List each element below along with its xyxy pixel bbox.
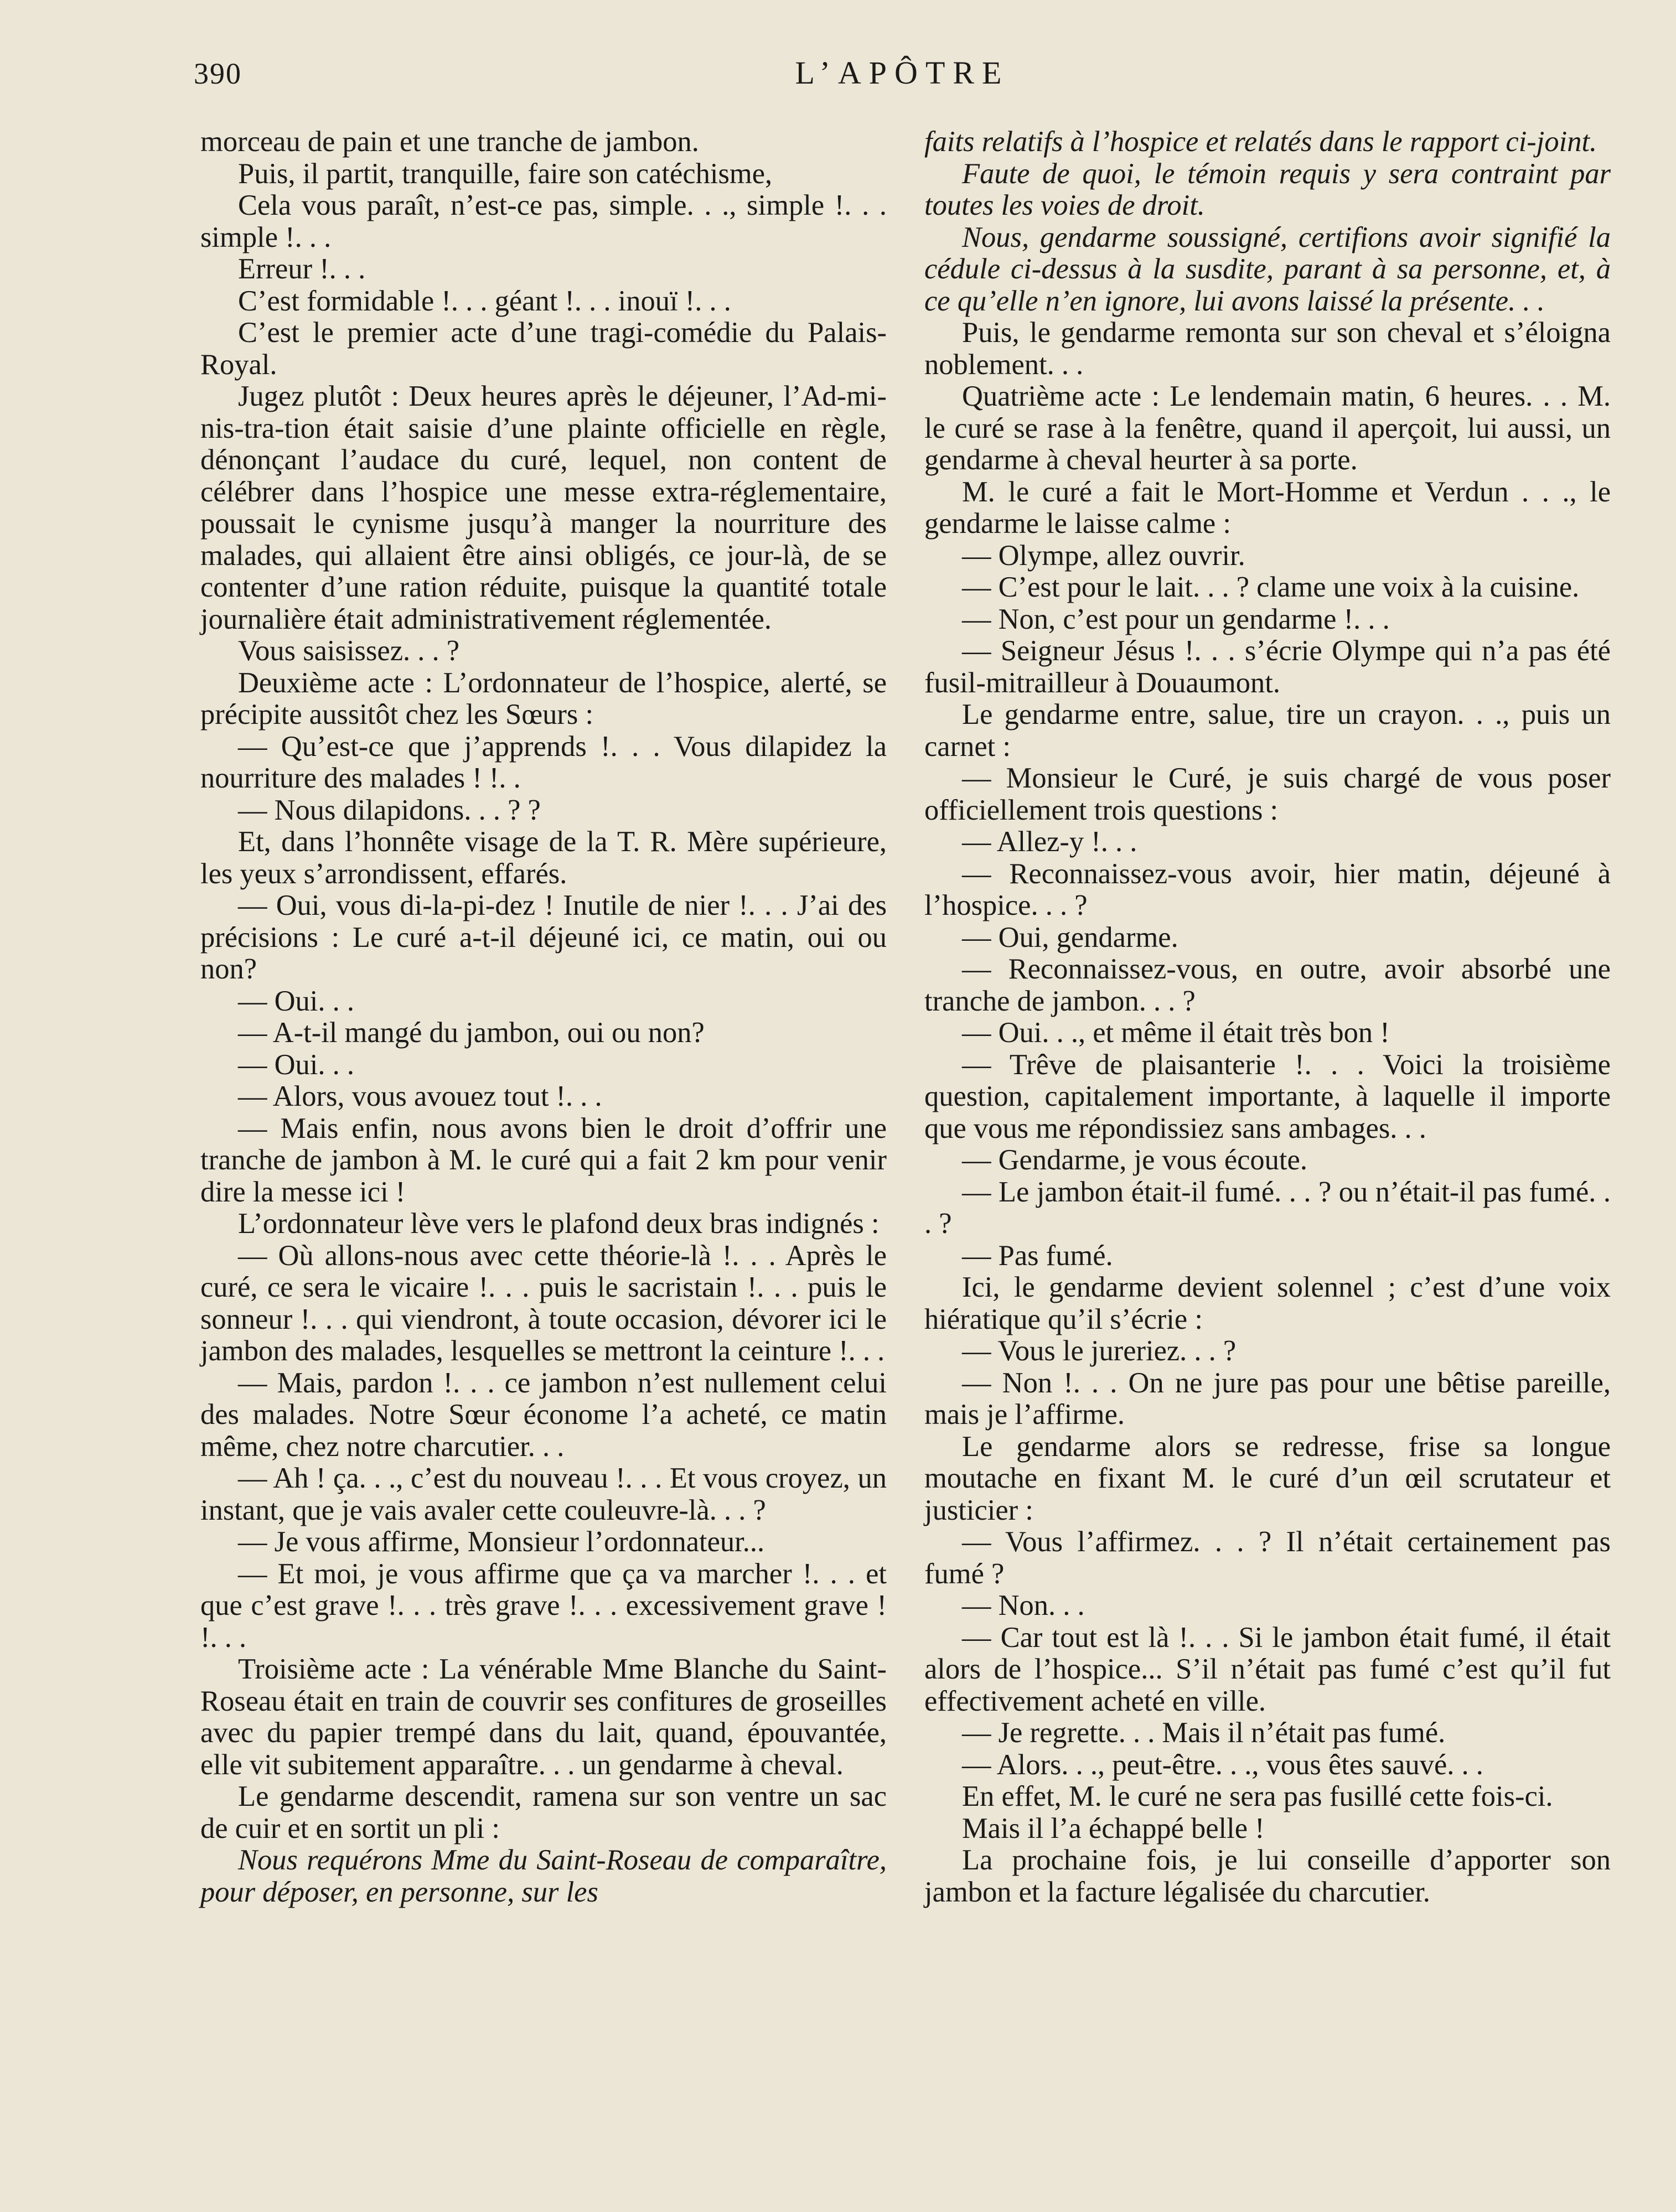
paragraph: Troisième acte : La vénérable Mme Blanche du Saint-Roseau était en train de couvrir ses confitures de groseilles avec du papier trempé dans du lait, quand, épouvantée, elle vit subitement apparaître. . . un gendarme à cheval. xyxy=(200,1653,887,1781)
paragraph: — Je regrette. . . Mais il n’était pas fumé. xyxy=(962,1717,1446,1749)
paragraph: En effet, M. le curé ne sera pas fusillé cette fois-ci. xyxy=(962,1780,1553,1812)
paragraph: Vous saisissez. . . ? xyxy=(238,635,460,667)
paragraph: — Monsieur le Curé, je suis chargé de vous poser officiellement trois questions : xyxy=(924,762,1611,826)
paragraph: Deuxième acte : L’ordonnateur de l’hospice, alerté, se précipite aussitôt chez les Sœurs : xyxy=(200,666,887,731)
paragraph: M. le curé a fait le Mort-Homme et Verdun . . ., le gendarme le laisse calme : xyxy=(924,475,1611,540)
paragraph: Nous, gendarme soussigné, certifions avoir signifié la cédule ci-dessus à la susdite, parant à sa personne, et, à ce qu’elle n’en ignore, lui avons laissé la présente. . . xyxy=(924,221,1611,317)
paragraph: Puis, le gendarme remonta sur son cheval et s’éloigna noblement. . . xyxy=(924,317,1611,381)
paragraph: — Alors. . ., peut-être. . ., vous êtes sauvé. . . xyxy=(962,1748,1483,1781)
paragraph: — Reconnaissez-vous, en outre, avoir absorbé une tranche de jambon. . . ? xyxy=(924,953,1611,1017)
page-number: 390 xyxy=(194,57,242,90)
paragraph: — Nous dilapidons. . . ? ? xyxy=(238,794,541,826)
paragraph: — Seigneur Jésus !. . . s’écrie Olympe qui n’a pas été fusil-mitrailleur à Douaumont. xyxy=(924,635,1611,699)
paragraph: Le gendarme alors se redresse, frise sa longue moutache en fixant M. le curé d’un œil scrutateur et justicier : xyxy=(924,1430,1611,1526)
paragraph: Erreur !. . . xyxy=(238,253,366,285)
paragraph: — Mais, pardon !. . . ce jambon n’est nullement celui des malades. Notre Sœur économe l’a acheté, ce matin même, chez notre charcutier. . . xyxy=(200,1366,887,1463)
right-column xyxy=(924,126,1611,1908)
paragraph: C’est le premier acte d’une tragi-comédie du Palais-Royal. xyxy=(200,317,887,381)
paragraph: Ici, le gendarme devient solennel ; c’est d’une voix hiératique qu’il s’écrie : xyxy=(924,1271,1611,1335)
paragraph: faits relatifs à l’hospice et relatés dans le rapport ci-joint. xyxy=(924,126,1597,158)
paragraph: Quatrième acte : Le lendemain matin, 6 heures. . . M. le curé se rase à la fenêtre, quand il aperçoit, lui aussi, un gendarme à cheval heurter à sa porte. xyxy=(924,380,1611,476)
paragraph: — Et moi, je vous affirme que ça va marcher !. . . et que c’est grave !. . . très grave !. . . excessivement grave ! !. . . xyxy=(200,1557,887,1654)
paragraph: — Gendarme, je vous écoute. xyxy=(962,1144,1307,1176)
paragraph: La prochaine fois, je lui conseille d’apporter son jambon et la facture légalisée du charcutier. xyxy=(924,1844,1611,1908)
paragraph: Le gendarme entre, salue, tire un crayon. . ., puis un carnet : xyxy=(924,698,1611,763)
paragraph: — Oui. . . xyxy=(238,1048,354,1081)
paragraph: — Olympe, allez ouvrir. xyxy=(962,539,1245,572)
paragraph: — Non, c’est pour un gendarme !. . . xyxy=(962,603,1390,635)
paragraph: Et, dans l’honnête visage de la T. R. Mère supérieure, les yeux s’arrondissent, effarés. xyxy=(200,826,887,890)
paragraph: — Oui. . ., et même il était très bon ! xyxy=(962,1017,1390,1049)
paragraph: — Oui, gendarme. xyxy=(962,921,1178,954)
paragraph: — Trêve de plaisanterie !. . . Voici la troisième question, capitalement importante, à laquelle il importe que vous me répondissiez sans ambages. . . xyxy=(924,1048,1611,1144)
paragraph: — Mais enfin, nous avons bien le droit d’offrir une tranche de jambon à M. le curé qui a fait 2 km pour venir dire la messe ici ! xyxy=(200,1112,887,1208)
paragraph: Faute de quoi, le témoin requis y sera contraint par toutes les voies de droit. xyxy=(924,157,1611,221)
paragraph: Mais il l’a échappé belle ! xyxy=(962,1812,1265,1845)
paragraph: L’ordonnateur lève vers le plafond deux bras indignés : xyxy=(238,1208,880,1240)
paragraph: — Oui. . . xyxy=(238,985,354,1017)
left-column xyxy=(200,126,887,1908)
paragraph: — C’est pour le lait. . . ? clame une voix à la cuisine. xyxy=(962,571,1580,603)
paragraph: — A-t-il mangé du jambon, oui ou non? xyxy=(238,1017,705,1049)
page-header xyxy=(194,51,1611,95)
paragraph: — Reconnaissez-vous avoir, hier matin, déjeuné à l’hospice. . . ? xyxy=(924,857,1611,921)
paragraph: — Le jambon était-il fumé. . . ? ou n’était-il pas fumé. . . ? xyxy=(924,1175,1611,1240)
paragraph: morceau de pain et une tranche de jambon. xyxy=(200,126,699,158)
paragraph: Puis, il partit, tranquille, faire son catéchisme, xyxy=(238,157,773,190)
paragraph: — Alors, vous avouez tout !. . . xyxy=(238,1080,602,1112)
paragraph: — Ah ! ça. . ., c’est du nouveau !. . . Et vous croyez, un instant, que je vais avaler cette couleuvre-là. . . ? xyxy=(200,1462,887,1526)
paragraph: C’est formidable !. . . géant !. . . inouï !. . . xyxy=(238,284,731,317)
running-title: L’APÔTRE xyxy=(795,55,1010,91)
paragraph: — Vous le jureriez. . . ? xyxy=(962,1335,1237,1367)
paragraph: — Je vous affirme, Monsieur l’ordonnateur... xyxy=(238,1526,765,1558)
paragraph: — Vous l’affirmez. . . ? Il n’était certainement pas fumé ? xyxy=(924,1526,1611,1590)
paragraph: — Pas fumé. xyxy=(962,1239,1113,1272)
paragraph: — Allez-y !. . . xyxy=(962,826,1137,858)
paragraph: Cela vous paraît, n’est-ce pas, simple. . ., simple !. . . simple !. . . xyxy=(200,189,887,253)
paragraph: — Non. . . xyxy=(962,1589,1085,1622)
paragraph: Nous requérons Mme du Saint-Roseau de comparaître, pour déposer, en personne, sur les xyxy=(200,1844,887,1908)
paragraph: — Car tout est là !. . . Si le jambon était fumé, il était alors de l’hospice... S’il n’était pas fumé c’est qu’il fut effectivement acheté en ville. xyxy=(924,1621,1611,1717)
paragraph: — Où allons-nous avec cette théorie-là !. . . Après le curé, ce sera le vicaire !. . . puis le sacristain !. . . puis le sonneur !. . . qui viendront, à toute occasion, dévorer ici le jambon des malades, lesquelles se mettront la ceinture !. . . xyxy=(200,1239,887,1367)
paragraph: Le gendarme descendit, ramena sur son ventre un sac de cuir et en sortit un pli : xyxy=(200,1780,887,1845)
paragraph: — Non !. . . On ne jure pas pour une bêtise pareille, mais je l’affirme. xyxy=(924,1366,1611,1431)
paragraph: — Oui, vous di-la-pi-dez ! Inutile de nier !. . . J’ai des précisions : Le curé a-t-il déjeuné ici, ce matin, oui ou non? xyxy=(200,889,887,985)
paragraph: — Qu’est-ce que j’apprends !. . . Vous dilapidez la nourriture des malades ! !. . xyxy=(200,730,887,794)
paragraph: Jugez plutôt : Deux heures après le déjeuner, l’Ad-mi-nis-tra-tion était saisie d’une plainte officielle en règle, dénonçant l’audace du curé, lequel, non content de célébrer dans l’hospice une messe extra-réglementaire, poussait le cynisme jusqu’à manger la nourriture des malades, qui allaient être ainsi obligés, ce jour-là, de se contenter d’une ration réduite, puisque la quantité totale journalière était administrativement réglementée. xyxy=(200,380,887,635)
